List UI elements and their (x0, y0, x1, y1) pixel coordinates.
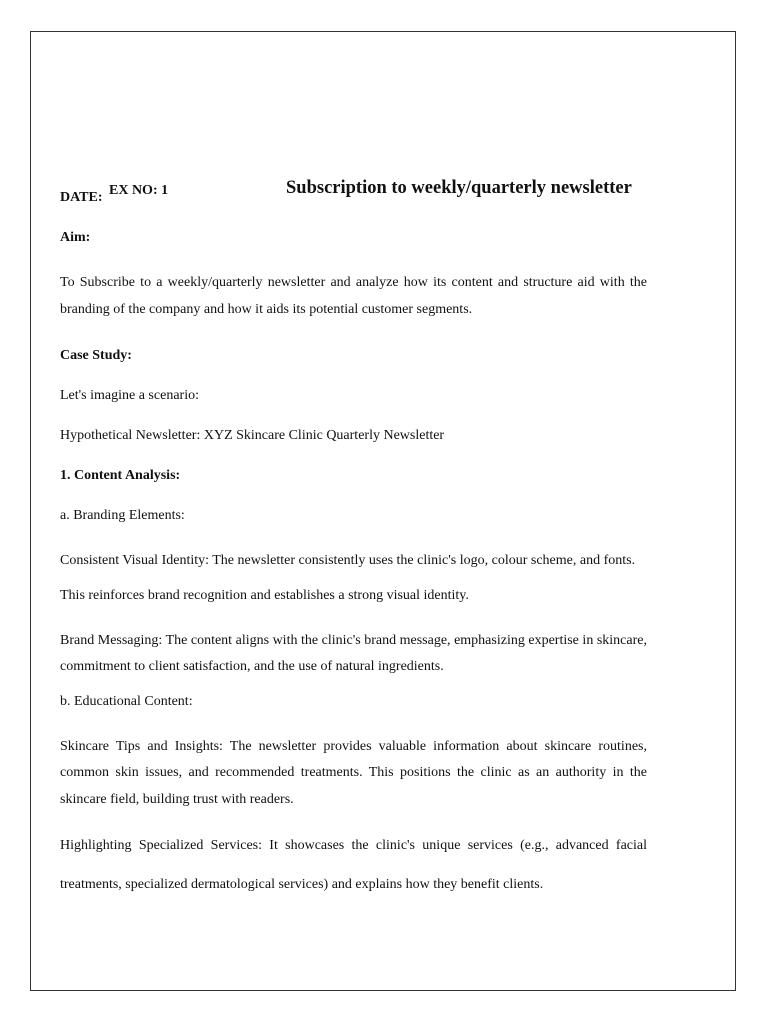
content-analysis-heading: 1. Content Analysis: (60, 468, 181, 483)
document-title: Subscription to weekly/quarterly newsletter (286, 178, 632, 198)
date-label: DATE: (60, 190, 103, 205)
specialized-services-paragraph: Highlighting Specialized Services: It showcases the clinic's unique services (e.g., advanced facial treatments, specialized dermatological services) and explains how they benefit clients. (60, 838, 647, 892)
skincare-tips-paragraph: Skincare Tips and Insights: The newsletter provides valuable information about skincare routines, common skin issues, and recommended treatments. This positions the clinic as an authority in the skincare field, building trust with readers. (60, 738, 647, 807)
scenario-paragraph: Let's imagine a scenario: (60, 388, 199, 403)
reinforces-paragraph: This reinforces brand recognition and establishes a strong visual identity. (60, 587, 469, 603)
case-study-label: Case Study: (60, 348, 132, 363)
document-body (60, 190, 647, 929)
exercise-number: EX NO: 1 (109, 183, 169, 198)
aim-label: Aim: (60, 230, 91, 245)
educational-content-subheading: b. Educational Content: (60, 693, 193, 709)
hypothetical-newsletter-paragraph: Hypothetical Newsletter: XYZ Skincare Clinic Quarterly Newsletter (60, 428, 445, 443)
visual-identity-paragraph: Consistent Visual Identity: The newsletter consistently uses the clinic's logo, colour scheme, and fonts. (60, 553, 636, 568)
branding-elements-subheading: a. Branding Elements: (60, 508, 185, 523)
brand-messaging-paragraph: Brand Messaging: The content aligns with the clinic's brand message, emphasizing expertise in skincare, commitment to client satisfaction, and the use of natural ingredients. (60, 632, 647, 674)
aim-paragraph: To Subscribe to a weekly/quarterly newsletter and analyze how its content and structure aid with the branding of the company and how it aids its potential customer segments. (60, 275, 647, 317)
